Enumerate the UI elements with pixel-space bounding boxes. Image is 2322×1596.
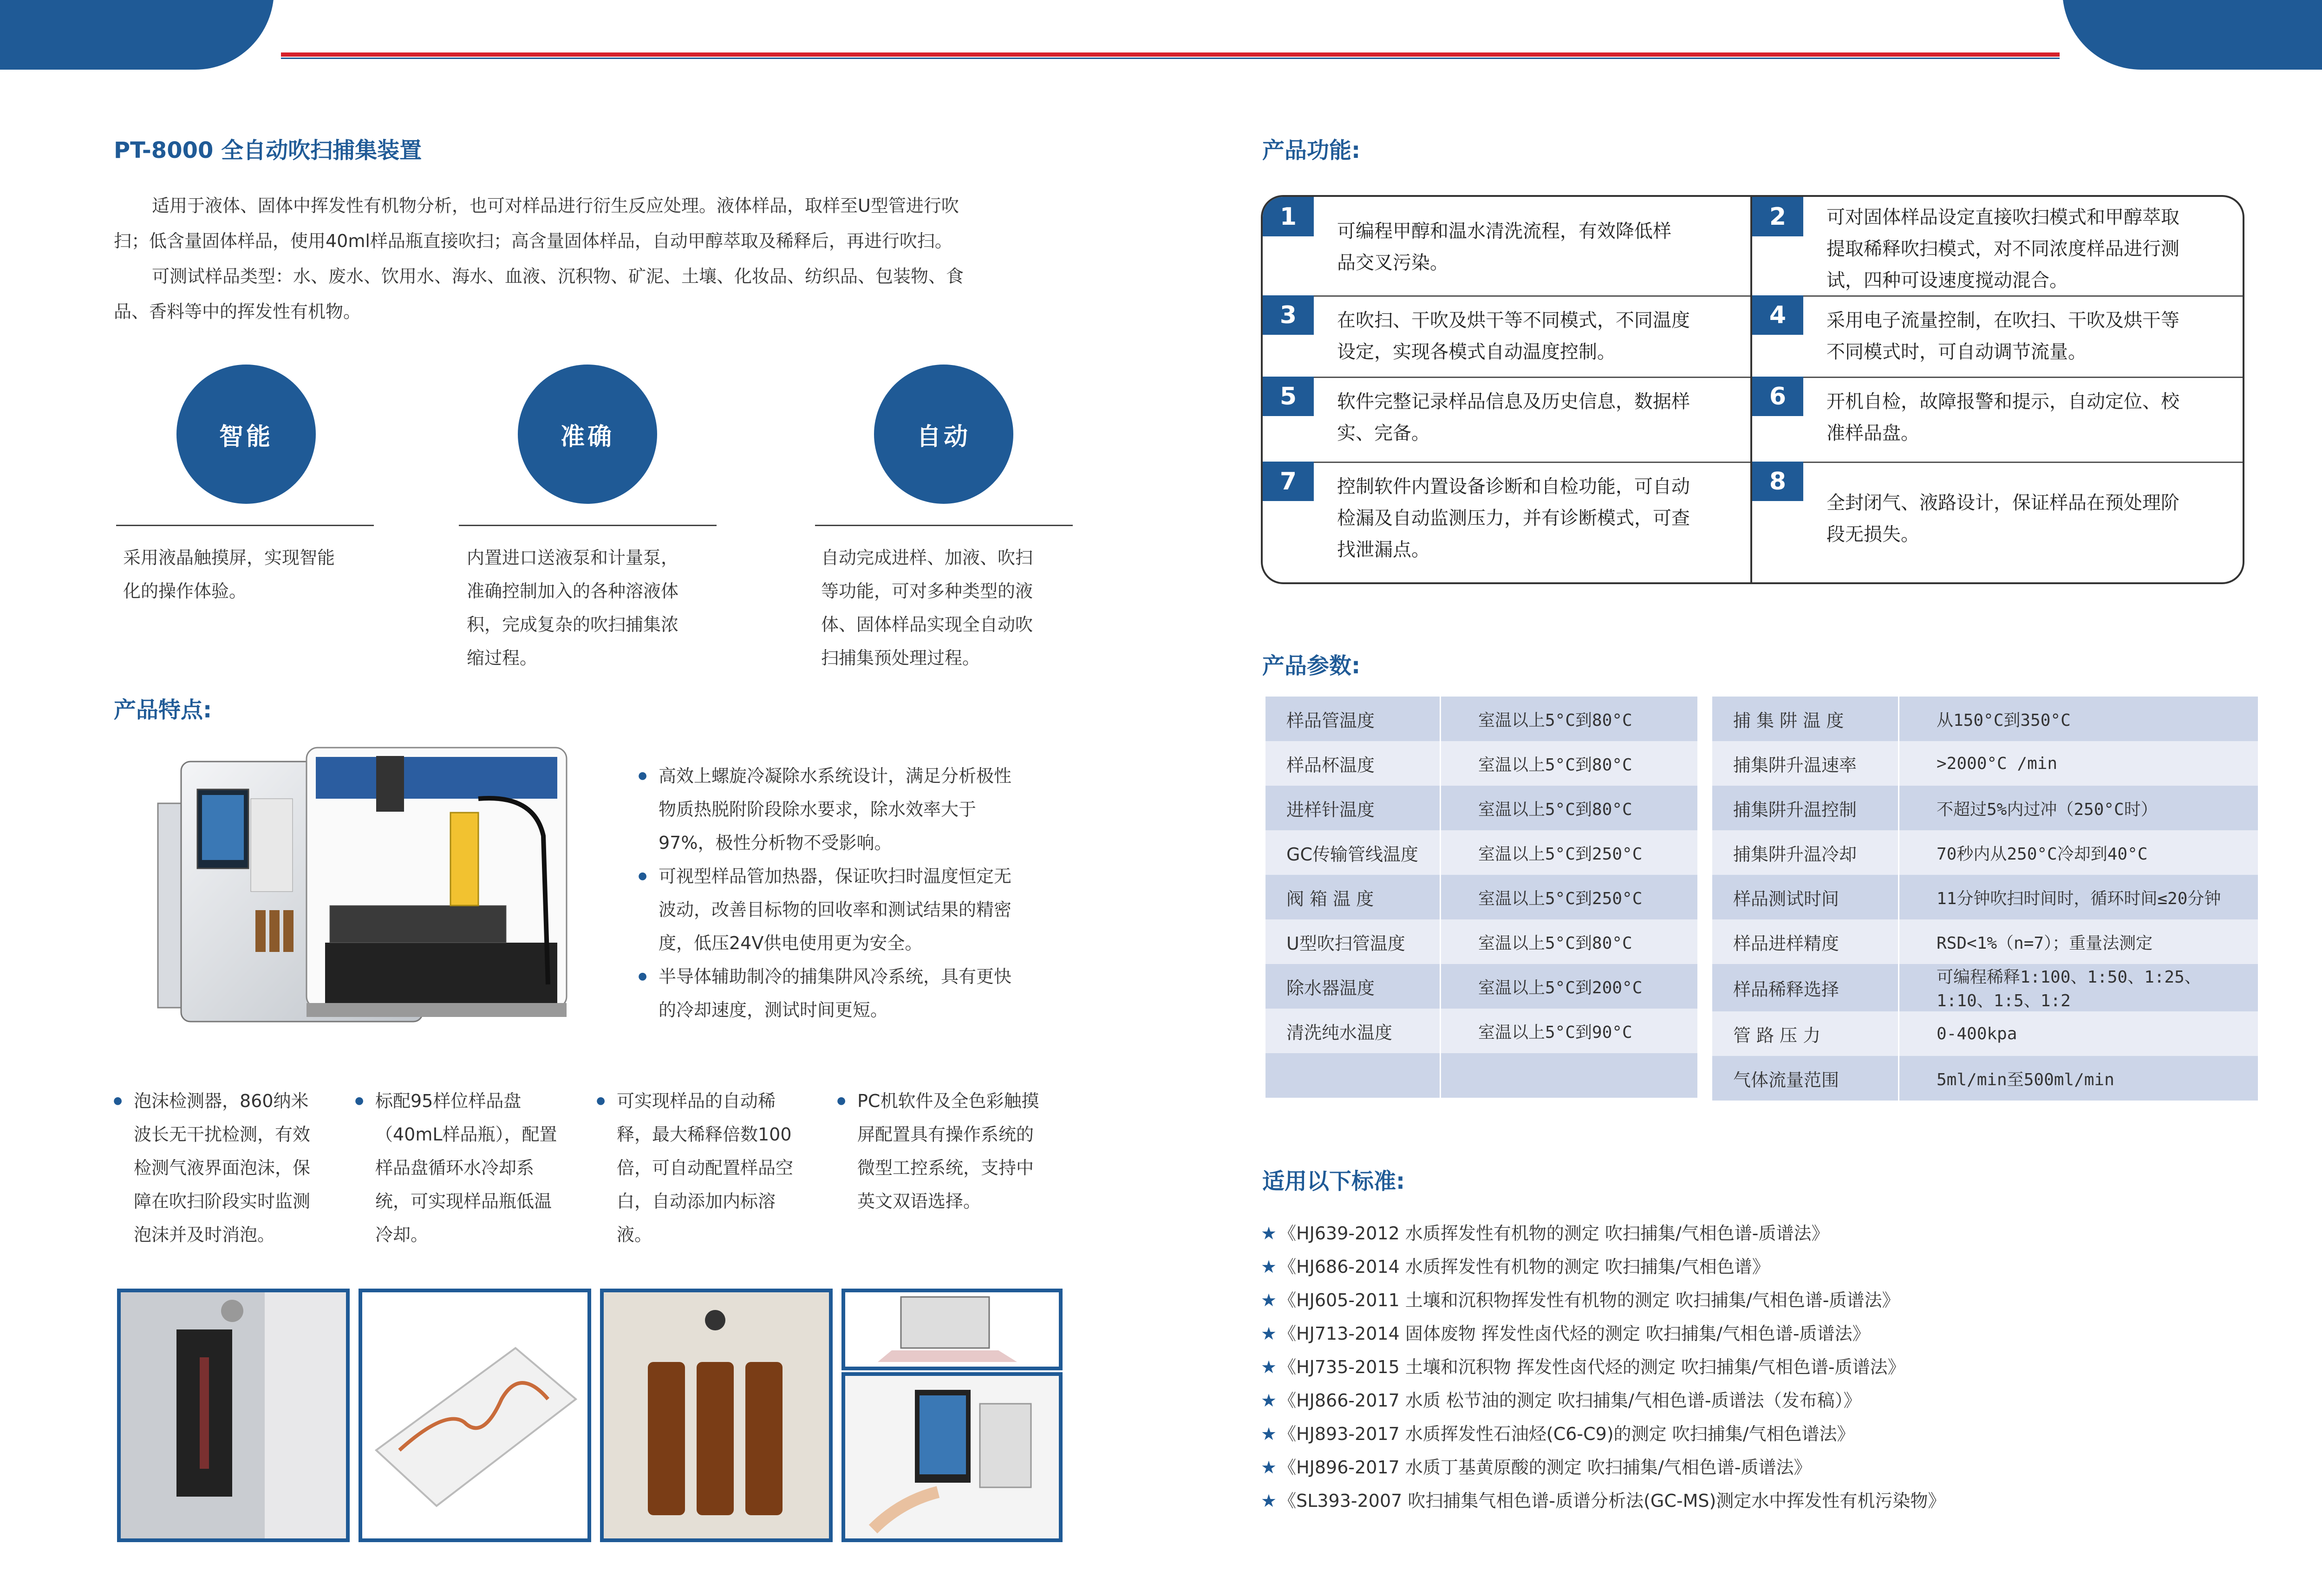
function-text xyxy=(1337,305,1732,368)
bullet-line: 度，低压24V供电使用更为安全。 xyxy=(659,933,923,953)
param-label: 样品稀释选择 xyxy=(1712,964,1899,1011)
function-line: 准样品盘。 xyxy=(1826,423,1919,444)
highlight-circle-accurate: 准确 xyxy=(518,365,657,504)
param-row xyxy=(1712,741,2258,786)
param-label: 气体流量范围 xyxy=(1712,1056,1899,1101)
desc-line: 化的操作体验。 xyxy=(123,581,247,601)
function-text xyxy=(1826,487,2224,550)
param-row xyxy=(1712,830,2258,875)
functions-title: 产品功能: xyxy=(1262,137,1361,163)
function-item xyxy=(1263,377,1750,463)
intro-line: 适用于液体、固体中挥发性有机物分析，也可对样品进行衍生反应处理。液体样品，取样至U型管进行吹 xyxy=(152,195,959,216)
function-text xyxy=(1826,386,2224,449)
param-row xyxy=(1712,1011,2258,1056)
bullet-line: 97%，极性分析物不受影响。 xyxy=(659,833,892,853)
bullet-line: 样品盘循环水冷却系 xyxy=(375,1158,535,1178)
desc-line: 采用液晶触摸屏，实现智能 xyxy=(123,547,335,568)
param-label: 捕 集 阱 温 度 xyxy=(1712,697,1899,741)
bullet-body xyxy=(835,1084,1067,1218)
intro-line: 可测试样品类型：水、废水、饮用水、海水、血液、沉积物、矿泥、土壤、化妆品、纺织品、包装物、食 xyxy=(152,266,964,287)
function-line: 段无损失。 xyxy=(1826,524,1919,545)
features-title: 产品特点: xyxy=(114,697,212,723)
standard-item: ★ 《HJ896-2017 水质丁基黄原酸的测定 吹扫捕集/气相色谱-质谱法》 xyxy=(1261,1451,2283,1484)
param-row xyxy=(1712,964,2258,1011)
function-item xyxy=(1752,295,2243,378)
standard-item: ★ 《HJ735-2015 土壤和沉积物 挥发性卤代烃的测定 吹扫捕集/气相色谱-质谱法》 xyxy=(1261,1350,2283,1384)
param-value: 室温以上5°C到80°C xyxy=(1441,741,1698,786)
param-row xyxy=(1265,697,1697,741)
function-item xyxy=(1263,462,1750,582)
param-row xyxy=(1712,697,2258,741)
param-label: 除水器温度 xyxy=(1265,964,1441,1009)
highlight-circle-smart: 智能 xyxy=(176,365,316,504)
sample-tray-image xyxy=(362,1292,587,1538)
param-label xyxy=(1265,1053,1441,1098)
highlight-desc-accurate xyxy=(467,541,717,675)
param-value: >2000°C /min xyxy=(1899,741,2258,786)
param-row xyxy=(1712,1056,2258,1101)
bullet-line: ● 泡沫检测器，860纳米 xyxy=(134,1091,309,1111)
bottom-bullet-dilution xyxy=(594,1084,827,1251)
param-value: 室温以上5°C到80°C xyxy=(1441,697,1698,741)
function-line: 可对固体样品设定直接吹扫模式和甲醇萃取 xyxy=(1826,207,2179,228)
highlight-divider xyxy=(815,525,1073,526)
param-label: 捕集阱升温速率 xyxy=(1712,741,1899,786)
param-value: 0-400kpa xyxy=(1899,1011,2258,1056)
bullet-line: ● PC机软件及全色彩触摸 xyxy=(857,1091,1039,1111)
function-number-badge: 7 xyxy=(1263,462,1314,501)
function-line: 提取稀释吹扫模式，对不同浓度样品进行测 xyxy=(1826,238,2179,260)
param-label: U型吹扫管温度 xyxy=(1265,919,1441,964)
desc-line: 准确控制加入的各种溶液体 xyxy=(467,581,679,601)
foam-detector-image xyxy=(121,1292,346,1538)
param-row xyxy=(1265,830,1697,875)
bullet-line: 障在吹扫阶段实时监测 xyxy=(134,1191,311,1212)
function-line: 试，四种可设速度搅动混合。 xyxy=(1826,270,2068,291)
header-blue-rule xyxy=(281,58,2060,59)
highlight-divider xyxy=(459,525,717,526)
standard-item: ★ 《HJ639-2012 水质挥发性有机物的测定 吹扫捕集/气相色谱-质谱法》 xyxy=(1261,1217,2283,1250)
param-label: 阀 箱 温 度 xyxy=(1265,875,1441,919)
desc-line: 内置进口送液泵和计量泵， xyxy=(467,547,679,568)
param-value: 室温以上5°C到250°C xyxy=(1441,875,1698,919)
bullet-body xyxy=(353,1084,585,1251)
machine-illustration xyxy=(153,743,576,1068)
highlight-desc-smart xyxy=(123,541,374,608)
highlight-circle-auto: 自动 xyxy=(874,365,1013,504)
function-line: 找泄漏点。 xyxy=(1337,539,1430,560)
bullet-line: ● 高效上螺旋冷凝除水系统设计，满足分析极性 xyxy=(659,766,1012,786)
feature-bullet xyxy=(636,960,1054,1027)
sample-bottles-image xyxy=(604,1292,829,1538)
thumb-sample-tray xyxy=(359,1289,591,1542)
bullet-line: 泡沫并及时消泡。 xyxy=(134,1225,275,1245)
bottom-bullet-foam xyxy=(111,1084,344,1251)
function-line: 实、完备。 xyxy=(1337,423,1430,444)
thumb-foam-detector xyxy=(117,1289,350,1542)
param-value: RSD<1%（n=7）；重量法测定 xyxy=(1899,919,2258,964)
thumb-laptop xyxy=(841,1289,1063,1370)
function-item xyxy=(1263,197,1750,297)
param-label: 样品测试时间 xyxy=(1712,875,1899,919)
param-label: GC传输管线温度 xyxy=(1265,830,1441,875)
function-text xyxy=(1337,215,1732,279)
param-row xyxy=(1265,741,1697,786)
function-line: 全封闭气、液路设计，保证样品在预处理阶 xyxy=(1826,492,2179,514)
highlight-divider xyxy=(116,525,374,526)
function-item xyxy=(1752,197,2243,297)
function-line: 采用电子流量控制，在吹扫、干吹及烘干等 xyxy=(1826,310,2179,331)
bullet-line: ● 标配95样位样品盘 xyxy=(375,1091,522,1111)
standard-item: ★ 《HJ605-2011 土壤和沉积物挥发性有机物的测定 吹扫捕集/气相色谱-质谱法》 xyxy=(1261,1283,2283,1317)
bullet-line: 屏配置具有操作系统的 xyxy=(857,1124,1034,1145)
standard-item: ★ 《HJ893-2017 水质挥发性石油烃(C6-C9)的测定 吹扫捕集/气相色谱法》 xyxy=(1261,1417,2283,1451)
function-line: 开机自检，故障报警和提示，自动定位、校 xyxy=(1826,391,2179,412)
bullet-line: 统，可实现样品瓶低温 xyxy=(375,1191,552,1212)
bullet-line: 波长无干扰检测，有效 xyxy=(134,1124,311,1145)
param-value: 70秒内从250°C冷却到40°C xyxy=(1899,830,2258,875)
feature-bullets xyxy=(636,759,1054,1027)
bullet-line: ● 可实现样品的自动稀 xyxy=(617,1091,776,1111)
param-label: 捕集阱升温冷却 xyxy=(1712,830,1899,875)
bullet-body xyxy=(111,1084,344,1251)
function-line: 检漏及自动监测压力，并有诊断模式，可查 xyxy=(1337,508,1690,529)
function-number-badge: 3 xyxy=(1263,295,1314,335)
feature-bullet xyxy=(636,759,1054,860)
function-line: 在吹扫、干吹及烘干等不同模式，不同温度 xyxy=(1337,310,1690,331)
function-text xyxy=(1337,471,1732,566)
bullet-line: 英文双语选择。 xyxy=(857,1191,981,1212)
functions-grid xyxy=(1261,195,2244,584)
params-table-left xyxy=(1265,697,1697,1098)
function-item xyxy=(1752,377,2243,463)
bullet-line: 白，自动添加内标溶 xyxy=(617,1191,776,1212)
function-number-badge: 6 xyxy=(1752,377,1803,416)
function-number-badge: 5 xyxy=(1263,377,1314,416)
bullet-line: ● 半导体辅助制冷的捕集阱风冷系统，具有更快 xyxy=(659,966,1012,987)
bullet-body xyxy=(594,1084,827,1251)
param-row xyxy=(1265,1053,1697,1098)
param-row xyxy=(1265,919,1697,964)
function-number-badge: 8 xyxy=(1752,462,1803,501)
param-value: 5ml/min至500ml/min xyxy=(1899,1056,2258,1101)
param-row xyxy=(1265,875,1697,919)
param-row xyxy=(1712,875,2258,919)
desc-line: 缩过程。 xyxy=(467,648,538,668)
bullet-line: ● 可视型样品管加热器，保证吹扫时温度恒定无 xyxy=(659,866,1012,886)
function-line: 控制软件内置设备诊断和自检功能，可自动 xyxy=(1337,476,1690,497)
bullet-line: 释，最大稀释倍数100 xyxy=(617,1124,792,1145)
param-label: 捕集阱升温控制 xyxy=(1712,786,1899,830)
bullet-line: 波动，改善目标物的回收率和测试结果的精密 xyxy=(659,899,1012,920)
header-tab-left xyxy=(0,0,274,70)
param-label: 清洗纯水温度 xyxy=(1265,1009,1441,1053)
param-row xyxy=(1265,964,1697,1009)
bullet-line: 倍，可自动配置样品空 xyxy=(617,1158,794,1178)
function-text xyxy=(1337,386,1732,449)
bullet-line: 物质热脱附阶段除水要求，除水效率大于 xyxy=(659,799,977,820)
function-number-badge: 4 xyxy=(1752,295,1803,335)
desc-line: 体、固体样品实现全自动吹 xyxy=(821,614,1033,635)
intro-paragraph xyxy=(114,188,1084,329)
intro-line: 品、香料等中的挥发性有机物。 xyxy=(114,301,361,322)
param-label: 样品杯温度 xyxy=(1265,741,1441,786)
param-value: 可编程稀释1:100、1:50、1:25、1:10、1:5、1:2 xyxy=(1899,964,2258,1011)
param-value: 室温以上5°C到90°C xyxy=(1441,1009,1698,1053)
touchscreen-image xyxy=(845,1376,1059,1538)
param-value: 不超过5%内过冲（250°C时） xyxy=(1899,786,2258,830)
function-line: 品交叉污染。 xyxy=(1337,252,1448,274)
param-label: 进样针温度 xyxy=(1265,786,1441,830)
feature-bullet xyxy=(636,860,1054,960)
bullet-line: 的冷却速度，测试时间更短。 xyxy=(659,1000,888,1020)
header-red-rule xyxy=(281,52,2060,57)
header-tab-right xyxy=(2062,0,2322,70)
function-line: 不同模式时，可自动调节流量。 xyxy=(1826,341,2087,363)
params-title: 产品参数: xyxy=(1262,653,1361,679)
function-line: 软件完整记录样品信息及历史信息，数据样 xyxy=(1337,391,1690,412)
bullet-line: 冷却。 xyxy=(375,1225,429,1245)
param-row xyxy=(1265,786,1697,830)
param-value: 室温以上5°C到250°C xyxy=(1441,830,1698,875)
function-number-badge: 1 xyxy=(1263,197,1314,236)
function-item xyxy=(1263,295,1750,378)
param-value xyxy=(1441,1053,1698,1098)
function-line: 设定，实现各模式自动温度控制。 xyxy=(1337,341,1616,363)
standard-item: ★ 《HJ713-2014 固体废物 挥发性卤代烃的测定 吹扫捕集/气相色谱-质谱法》 xyxy=(1261,1317,2283,1350)
param-label: 管 路 压 力 xyxy=(1712,1011,1899,1056)
bullet-line: 检测气液界面泡沫，保 xyxy=(134,1158,311,1178)
param-value: 室温以上5°C到200°C xyxy=(1441,964,1698,1009)
highlight-desc-auto xyxy=(821,541,1072,675)
param-value: 从150°C到350°C xyxy=(1899,697,2258,741)
thumb-touchscreen xyxy=(841,1372,1063,1542)
bottom-bullet-software xyxy=(835,1084,1067,1218)
param-value: 室温以上5°C到80°C xyxy=(1441,919,1698,964)
function-item xyxy=(1752,462,2243,582)
params-table-right xyxy=(1712,697,2258,1101)
desc-line: 扫捕集预处理过程。 xyxy=(821,648,980,668)
standard-item: ★ 《SL393-2007 吹扫捕集气相色谱-质谱分析法(GC-MS)测定水中挥发性有机污染物》 xyxy=(1261,1484,2283,1518)
param-value: 11分钟吹扫时间时，循环时间≤20分钟 xyxy=(1899,875,2258,919)
param-row xyxy=(1712,919,2258,964)
standards-list xyxy=(1261,1217,2283,1518)
standard-item: ★ 《HJ866-2017 水质 松节油的测定 吹扫捕集/气相色谱-质谱法（发布稿）》 xyxy=(1261,1384,2283,1417)
bullet-line: （40mL样品瓶），配置 xyxy=(375,1124,557,1145)
desc-line: 自动完成进样、加液、吹扫 xyxy=(821,547,1033,568)
intro-line: 扫；低含量固体样品，使用40ml样品瓶直接吹扫；高含量固体样品，自动甲醇萃取及稀释后，再进行吹扫。 xyxy=(114,231,952,251)
bullet-line: 液。 xyxy=(617,1225,652,1245)
desc-line: 等功能，可对多种类型的液 xyxy=(821,581,1033,601)
function-text xyxy=(1826,305,2224,368)
param-label: 样品管温度 xyxy=(1265,697,1441,741)
desc-line: 积，完成复杂的吹扫捕集浓 xyxy=(467,614,679,635)
param-value: 室温以上5°C到80°C xyxy=(1441,786,1698,830)
bullet-line: 微型工控系统，支持中 xyxy=(857,1158,1034,1178)
product-title: PT-8000 全自动吹扫捕集装置 xyxy=(114,137,422,163)
param-label: 样品进样精度 xyxy=(1712,919,1899,964)
function-line: 可编程甲醇和温水清洗流程，有效降低样 xyxy=(1337,221,1671,242)
standards-title: 适用以下标准: xyxy=(1262,1168,1405,1194)
bottom-bullet-tray xyxy=(353,1084,585,1251)
standard-item: ★ 《HJ686-2014 水质挥发性有机物的测定 吹扫捕集/气相色谱》 xyxy=(1261,1250,2283,1283)
function-text xyxy=(1826,202,2224,296)
laptop-image xyxy=(845,1292,1059,1367)
function-number-badge: 2 xyxy=(1752,197,1803,236)
param-row xyxy=(1265,1009,1697,1053)
thumb-sample-bottles xyxy=(600,1289,833,1542)
param-row xyxy=(1712,786,2258,830)
